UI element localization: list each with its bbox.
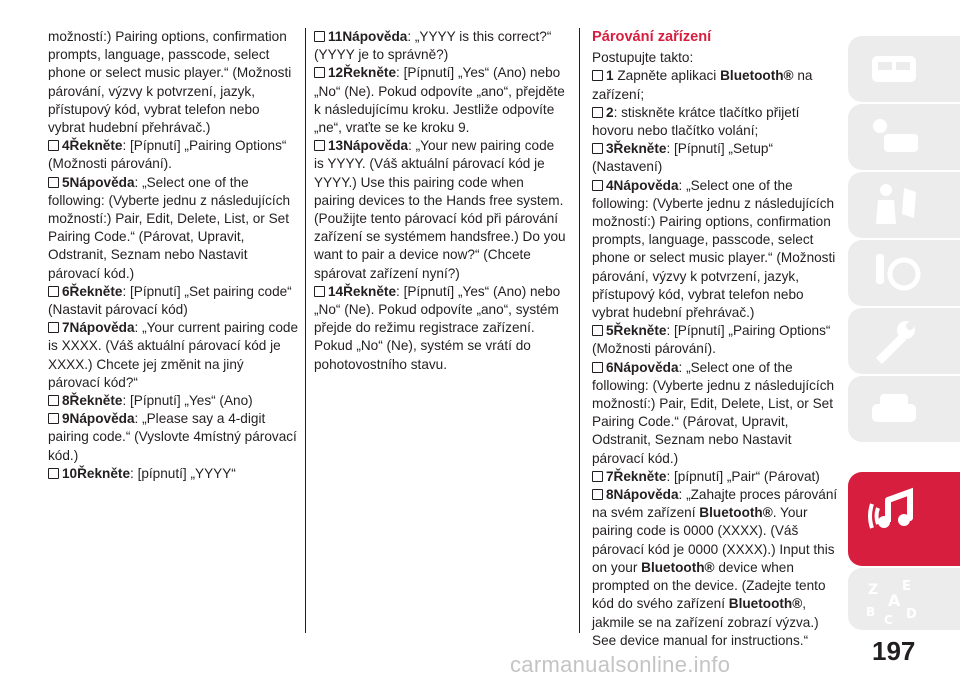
page-number: 197 [872, 636, 916, 666]
checkbox-icon [48, 286, 59, 297]
step-item: 3Řekněte: [Pípnutí] „Setup“ (Nastavení) [592, 141, 773, 175]
step-item: 4Nápověda: „Select one of the following: (Vyberte jednu z následujících možností:) Pairing options, confirmation prompts, language, passcode, select phone or select music player.“ (Možnosti párování, výzvy k potvrzení, jazyk, přístupový kód, vybrat telefon nebo vybrat hudební přehrávač.) [592, 177, 836, 321]
step-item: 7Nápověda: „Your current pairing code is XXXX. (Váš aktuální párovací kód je XXXX.) Chcete jej změnit na jiný párovací kód?“ [48, 320, 299, 390]
index-abc-icon [866, 574, 926, 626]
checkbox-icon [592, 489, 603, 500]
svg-text:E: E [902, 579, 911, 594]
wrench-icon [866, 314, 926, 366]
watermark: carmanualsonline.info [510, 652, 731, 677]
step-item: 5Nápověda: „Select one of the following: (Vyberte jednu z následujících možností:) Pair, Edit, Delete, List, or Set Pairing Code.“ (Párovat, Upravit, Odstranit, Seznam nebo Nastavit párovací kód.) [48, 174, 291, 281]
column-divider [579, 28, 580, 633]
tab-safety[interactable] [848, 172, 960, 238]
seatbelt-airbag-icon [866, 178, 926, 230]
step-item: 11Nápověda: „YYYY is this correct?“ (YYYY je to správně?) [314, 29, 552, 63]
car-dashboard-icon [866, 42, 926, 94]
checkbox-icon [48, 177, 59, 188]
checkbox-icon [592, 107, 603, 118]
tab-multimedia[interactable] [848, 472, 960, 566]
svg-text:B: B [866, 605, 876, 619]
step-item: 13Nápověda: „Your new pairing code is YYYY. (Váš aktuální párovací kód je YYYY.) Use this pairing code when pairing devices to the Hands free system. (Použijte tento párovací kód při párování zařízení se systémem handsfree.) Do you want to pair a device now?“ (Chcete spárovat zařízení nyní?) [314, 138, 566, 281]
car-tools-icon [866, 382, 926, 434]
checkbox-icon [314, 31, 325, 42]
step-item: 1 Zapněte aplikaci Bluetooth® na zařízení; [592, 68, 813, 102]
step-item: 5Řekněte: [Pípnutí] „Pairing Options“ (Možnosti párování). [592, 323, 831, 357]
tab-car-dashboard[interactable] [848, 36, 960, 102]
step-item: 4Řekněte: [Pípnutí] „Pairing Options“ (Možnosti párování). [48, 138, 287, 172]
column1-intro: možností:) Pairing options, confirmation prompts, language, passcode, select phone or select music player.“ (Možnosti párování, výzvy k potvrzení, jazyk, přístupový kód, vybrat telefon nebo vybrat hudební přehrávač.) [48, 29, 292, 136]
checkbox-icon [48, 395, 59, 406]
tab-maintenance[interactable] [848, 376, 960, 442]
step-item: 2: stiskněte krátce tlačítko přijetí hovoru nebo tlačítko volání; [592, 104, 800, 139]
checkbox-icon [592, 70, 603, 81]
section-heading: Párování zařízení [592, 29, 712, 45]
checkbox-icon [314, 67, 325, 78]
checkbox-icon [592, 325, 603, 336]
step-item: 8Řekněte: [Pípnutí] „Yes“ (Ano) [48, 392, 298, 410]
step-item: 7Řekněte: [pípnutí] „Pair“ (Párovat) [592, 468, 840, 486]
tab-starting-driving[interactable] [848, 240, 960, 306]
svg-text:A: A [888, 591, 901, 610]
step-item: 10Řekněte: [pípnutí] „YYYY“ [48, 465, 298, 483]
step-item: 14Řekněte: [Pípnutí] „Yes“ (Ano) nebo „No“ (Ne). Pokud odpovíte „ano“, systém přejde do režimu registrace zařízení. Pokud „No“ (Ne), systém se vrátí do pohotovostního stavu. [314, 283, 561, 372]
tab-car-lights[interactable] [848, 104, 960, 170]
checkbox-icon [48, 413, 59, 424]
step-item: 12Řekněte: [Pípnutí] „Yes“ (Ano) nebo „No“ (Ne). Pokud odpovíte „ano“, přejděte k následujícímu kroku. Jestliže odpovíte „ne“, vraťte se ke kroku 9. [314, 65, 565, 136]
svg-text:C: C [884, 613, 893, 626]
checkbox-icon [592, 362, 603, 373]
step-item: 6Řekněte: [Pípnutí] „Set pairing code“ (Nastavit párovací kód) [48, 283, 292, 318]
text-column-1 [48, 28, 298, 483]
checkbox-icon [48, 468, 59, 479]
key-steering-icon [866, 246, 926, 298]
text-column-3 [592, 28, 840, 650]
multimedia-music-icon [866, 478, 926, 548]
step-item: 8Nápověda: „Zahajte proces párování na svém zařízení Bluetooth®. Your pairing code is 0000 (XXXX). (Váš párovací kód je 0000 (XXXX).) Input this on your Bluetooth® device when prompted on the device. (Zadejte tento kód do svého zařízení Bluetooth®, jakmile se na zařízení zobrazí výzva.) See device manual for instructions.“ [592, 487, 838, 648]
checkbox-icon [314, 286, 325, 297]
checkbox-icon [592, 471, 603, 482]
car-lights-icon [866, 110, 926, 162]
checkbox-icon [592, 143, 603, 154]
checkbox-icon [314, 140, 325, 151]
section-intro: Postupujte takto: [592, 50, 694, 66]
tab-emergency[interactable] [848, 308, 960, 374]
step-item: 6Nápověda: „Select one of the following: (Vyberte jednu z následujících možností:) Pair, Edit, Delete, List, or Set Pairing Code.“ (Párovat, Upravit, Odstranit, Seznam nebo Nastavit párovací kód.) [592, 359, 835, 466]
svg-text:D: D [906, 607, 917, 622]
checkbox-icon [592, 180, 603, 191]
step-item: 9Nápověda: „Please say a 4-digit pairing code.“ (Vyslovte 4místný párovací kód.) [48, 411, 297, 463]
column-divider [305, 28, 306, 633]
text-column-2 [314, 28, 566, 374]
checkbox-icon [48, 140, 59, 151]
svg-text:Z: Z [868, 582, 879, 598]
tab-index[interactable] [848, 568, 960, 630]
checkbox-icon [48, 322, 59, 333]
